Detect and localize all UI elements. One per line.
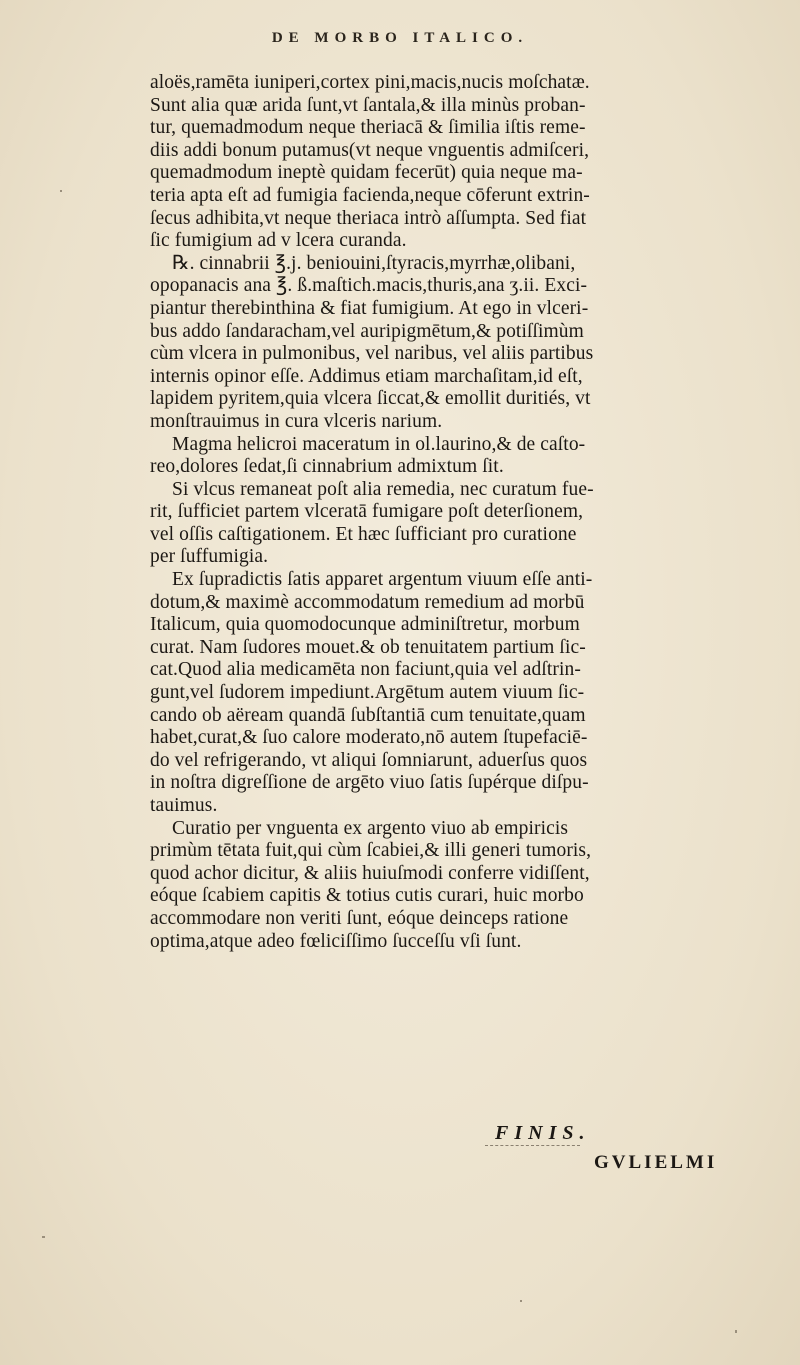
text-line: eóque ſcabiem capitis & totius cutis curari, huic morbo: [150, 885, 584, 907]
body-text: [150, 72, 790, 953]
text-line: aloës,ramēta iuniperi,cortex pini,macis,nucis moſchatæ.: [150, 72, 590, 93]
text-line: quod achor dicitur, & aliis huiuſmodi conferre vidiſſent,: [150, 862, 590, 884]
paper-speck: [735, 1330, 737, 1333]
running-head: DE MORBO ITALICO.: [271, 30, 529, 46]
text-line: reo,dolores ſedat,ſi cinnabrium admixtum ſit.: [150, 456, 504, 478]
text-line: Si vlcus remaneat poſt alia remedia, nec curatum fue-: [172, 478, 594, 500]
text-line: ℞. cinnabrii ℥.j. beniouini,ſtyracis,myrrhæ,olibani,: [172, 252, 576, 274]
text-line: curat. Nam ſudores mouet.& ob tenuitatem partium ſic-: [150, 636, 586, 658]
paper-speck: [42, 1236, 45, 1238]
text-line: Italicum, quia quomodocunque adminiſtretur, morbum: [150, 614, 580, 636]
text-line: internis opinor eſſe. Addimus etiam marchaſitam,id eſt,: [150, 365, 583, 387]
text-line: per ſuffumigia.: [150, 546, 269, 568]
text-line: optima,atque adeo fœliciſſimo ſucceſſu vſi ſunt.: [150, 930, 522, 952]
text-line: Ex ſupradictis ſatis apparet argentum viuum eſſe anti-: [172, 569, 593, 591]
text-line: piantur therebinthina & fiat fumigium. At ego in vlceri-: [150, 297, 589, 319]
text-line: lapidem pyritem,quia vlcera ſiccat,& emollit duritiés, vt: [150, 388, 591, 410]
text-line: cùm vlcera in pulmonibus, vel naribus, vel aliis partibus: [150, 343, 594, 365]
text-line: in noſtra digreſſione de argēto viuo ſatis ſupérque diſpu-: [150, 772, 589, 794]
text-line: habet,curat,& ſuo calore moderato,nō autem ſtupefaciē-: [150, 727, 588, 749]
text-line: diis addi bonum putamus(vt neque vnguentis admiſceri,: [150, 139, 590, 161]
text-line: Curatio per vnguenta ex argento viuo ab empiricis: [172, 817, 569, 839]
text-line: vel oſſis caſtigationem. Et hæc ſufficiant pro curatione: [150, 523, 577, 545]
text-line: quemadmodum ineptè quidam fecerūt) quia neque ma-: [150, 162, 583, 184]
paper-speck: [520, 1300, 522, 1302]
ornamental-rule: [485, 1145, 580, 1146]
paper-speck: [60, 190, 62, 192]
text-line: tauimus.: [150, 795, 218, 816]
finis-mark: FINIS.: [495, 1122, 591, 1144]
text-line: do vel refrigerando, vt aliqui ſomniarunt, aduerſus quos: [150, 749, 588, 771]
text-line: gunt,vel ſudorem impediunt.Argētum autem viuum ſic-: [150, 682, 585, 704]
text-line: ſecus adhibita,vt neque theriaca intrò aſſumpta. Sed fiat: [150, 207, 587, 229]
text-line: cat.Quod alia medicamēta non faciunt,quia vel adſtrin-: [150, 659, 581, 681]
text-line: bus addo ſandaracham,vel auripigmētum,& potiſſimùm: [150, 320, 584, 342]
text-line: tur, quemadmodum neque theriacā & ſimilia iſtis reme-: [150, 117, 586, 139]
catchword: GVLIELMI: [594, 1152, 718, 1173]
text-line: monſtrauimus in cura vlceris narium.: [150, 410, 443, 432]
text-line: dotum,& maximè accommodatum remedium ad morbū: [150, 591, 585, 613]
text-line: Magma helicroi maceratum in ol.laurino,& de caſto-: [172, 433, 586, 455]
text-line: primùm tētata fuit,qui cùm ſcabiei,& illi generi tumoris,: [150, 840, 592, 862]
text-line: Sunt alia quæ arida ſunt,vt ſantala,& illa minùs proban-: [150, 94, 586, 116]
text-line: rit, ſufficiet partem vlceratā fumigare poſt deterſionem,: [150, 501, 584, 523]
text-line: opopanacis ana ℥. ß.maſtich.macis,thuris,ana ʒ.ii. Exci-: [150, 275, 588, 297]
text-line: ſic fumigium ad v lcera curanda.: [150, 230, 407, 252]
text-line: accommodare non veriti ſunt, eóque deinceps ratione: [150, 907, 569, 929]
text-line: teria apta eſt ad fumigia facienda,neque cōferunt extrin-: [150, 184, 590, 206]
text-line: cando ob aëream quandā ſubſtantiā cum tenuitate,quam: [150, 704, 586, 726]
